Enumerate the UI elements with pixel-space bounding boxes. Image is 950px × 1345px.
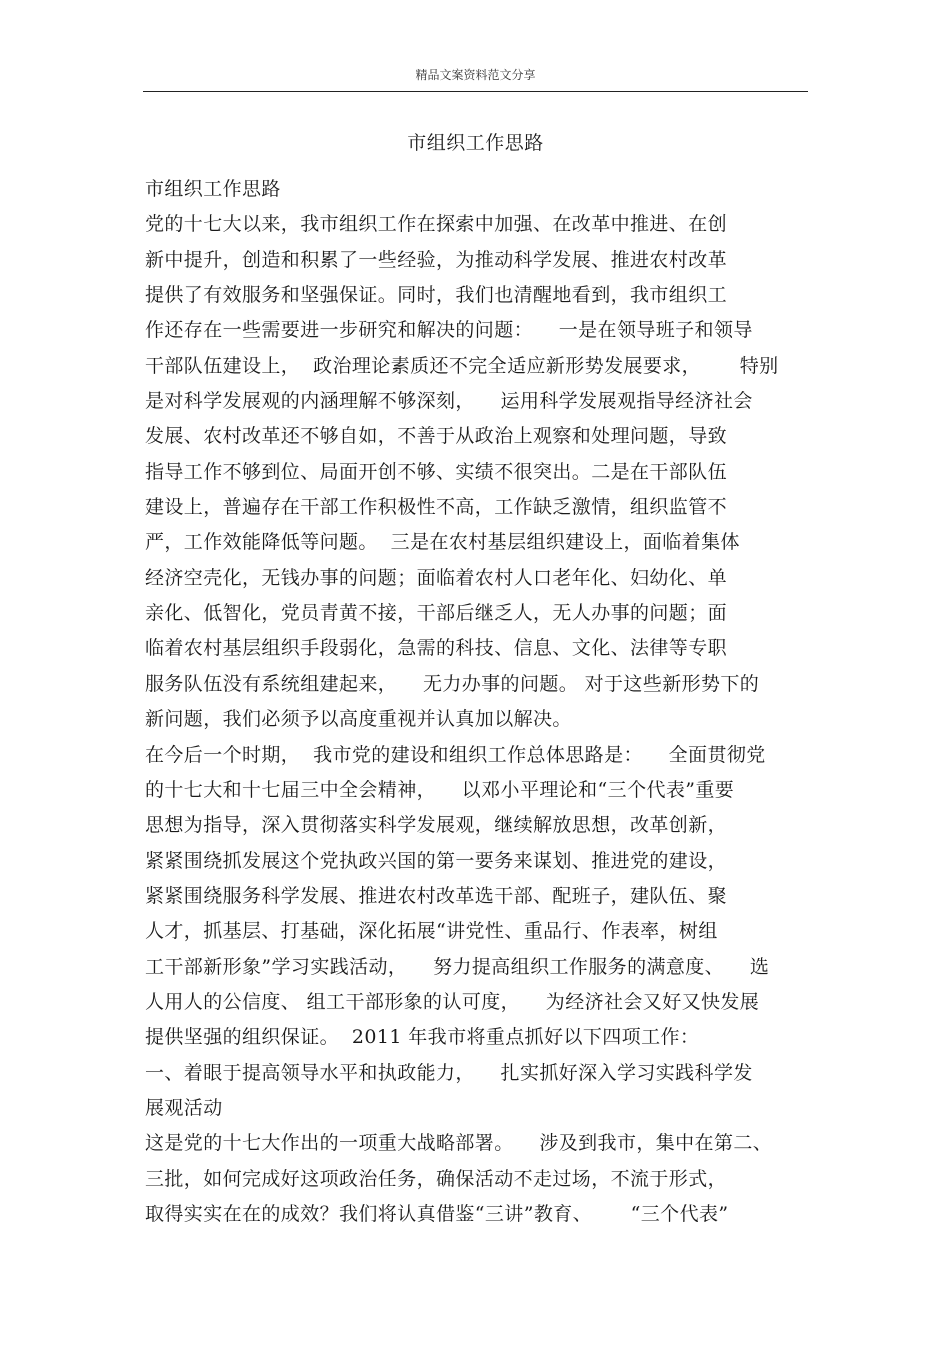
body-line: 建设上，普遍存在干部工作积极性不高，工作缺乏激情，组织监管不 xyxy=(145,496,728,519)
body-line: 党的十七大以来，我市组织工作在探索中加强、在改革中推进、在创 xyxy=(145,213,728,236)
body-line: 紧紧围绕抓发展这个党执政兴国的第一要务来谋划、推进党的建设， xyxy=(145,849,728,872)
body-line: 人才，抓基层、打基础，深化拓展“讲党性、重品行、作表率，树组 xyxy=(145,920,718,943)
body-line: 提供坚强的组织保证。 2011 年我市将重点抓好以下四项工作： xyxy=(145,1026,700,1049)
page-header: 精品文案资料范文分享 xyxy=(415,68,536,82)
body-line: 发展、农村改革还不够自如，不善于从政治上观察和处理问题，导致 xyxy=(145,425,728,448)
document-body xyxy=(145,172,810,1232)
body-line: 提供了有效服务和坚强保证。同时，我们也清醒地看到，我市组织工 xyxy=(145,284,728,307)
body-line: 三批，如何完成好这项政治任务，确保活动不走过场，不流于形式， xyxy=(145,1167,728,1190)
body-line: 工干部新形象”学习实践活动， 努力提高组织工作服务的满意度、 选 xyxy=(145,955,770,978)
body-line: 经济空壳化，无钱办事的问题；面临着农村人口老年化、妇幼化、单 xyxy=(145,566,728,589)
body-line: 市组织工作思路 xyxy=(145,178,281,200)
document-title: 市组织工作思路 xyxy=(407,132,544,154)
body-line: 在今后一个时期， 我市党的建设和组织工作总体思路是： 全面贯彻党 xyxy=(145,743,766,766)
body-line: 的十七大和十七届三中全会精神， 以邓小平理论和“三个代表”重要 xyxy=(145,778,735,801)
body-line: 展观活动 xyxy=(145,1096,223,1119)
body-line: 临着农村基层组织手段弱化，急需的科技、信息、文化、法律等专职 xyxy=(145,637,728,660)
body-line: 指导工作不够到位、局面开创不够、实绩不很突出。二是在干部队伍 xyxy=(145,460,728,483)
body-line: 新中提升，创造和积累了一些经验，为推动科学发展、推进农村改革 xyxy=(145,248,728,271)
body-line: 是对科学发展观的内涵理解不够深刻， 运用科学发展观指导经济社会 xyxy=(145,390,753,413)
body-line: 思想为指导，深入贯彻落实科学发展观，继续解放思想，改革创新， xyxy=(145,814,728,837)
body-line: 取得实实在在的成效？我们将认真借鉴“三讲”教育、 “三个代表” xyxy=(145,1202,729,1225)
body-line: 服务队伍没有系统组建起来， 无力办事的问题。 对于这些新形势下的 xyxy=(145,672,760,695)
body-line: 严，工作效能降低等问题。 三是在农村基层组织建设上，面临着集体 xyxy=(145,531,740,554)
body-line: 一、着眼于提高领导水平和执政能力， 扎实抓好深入学习实践科学发 xyxy=(145,1061,753,1084)
body-line: 作还存在一些需要进一步研究和解决的问题： 一是在领导班子和领导 xyxy=(145,319,753,342)
header-divider xyxy=(143,91,808,92)
body-line: 干部队伍建设上， 政治理论素质还不完全适应新形势发展要求， 特别 xyxy=(145,354,779,377)
body-line: 亲化、低智化，党员青黄不接，干部后继乏人，无人办事的问题；面 xyxy=(145,602,728,625)
body-line: 紧紧围绕服务科学发展、推进农村改革选干部、配班子，建队伍、聚 xyxy=(145,884,728,907)
body-line: 新问题，我们必须予以高度重视并认真加以解决。 xyxy=(145,708,572,731)
body-line: 这是党的十七大作出的一项重大战略部署。 涉及到我市，集中在第二、 xyxy=(145,1132,773,1155)
body-line: 人用人的公信度、 组工干部形象的认可度， 为经济社会又好又快发展 xyxy=(145,990,760,1013)
